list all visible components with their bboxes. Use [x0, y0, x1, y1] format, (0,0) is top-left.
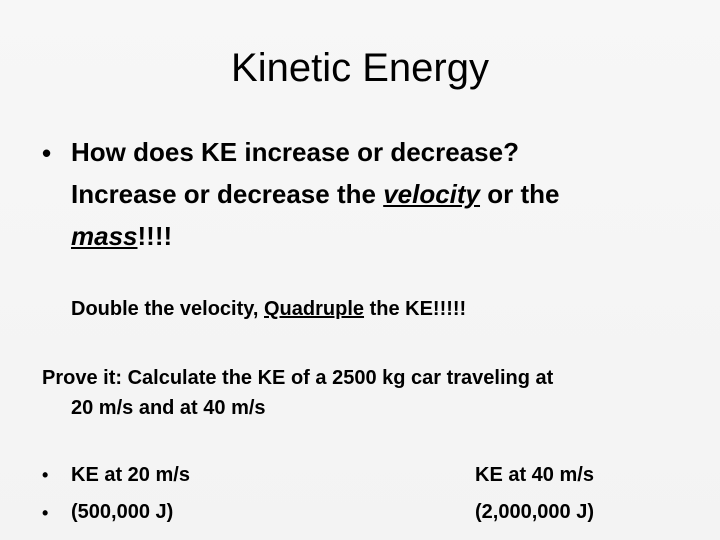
slide-title: Kinetic Energy	[231, 46, 489, 90]
quadruple-emphasis: Quadruple	[264, 298, 365, 320]
ke-20-label: KE at 20 m/s	[71, 464, 190, 486]
ke-20-value: (500,000 J)	[71, 501, 174, 523]
double-suffix: the KE!!!!!	[364, 298, 467, 320]
ke-40-value: (2,000,000 J)	[475, 501, 594, 523]
prove-it-block	[42, 363, 712, 423]
question-line-1: How does KE increase or decrease?	[71, 137, 519, 167]
prove-line-2: 20 m/s and at 40 m/s	[71, 397, 266, 419]
double-velocity-line	[71, 294, 711, 324]
question-line-2-suffix: or the	[480, 179, 560, 209]
prove-line-1: Prove it: Calculate the KE of a 2500 kg car traveling at	[42, 367, 554, 389]
question-block	[71, 131, 711, 257]
question-line-3-suffix: !!!!	[137, 221, 173, 251]
velocity-emphasis: velocity	[383, 179, 481, 209]
ke-40-label: KE at 40 m/s	[475, 464, 594, 486]
mass-emphasis: mass	[71, 221, 138, 251]
double-prefix: Double the velocity,	[71, 298, 264, 320]
question-line-2-prefix: Increase or decrease the	[71, 179, 384, 209]
result-bullet-1: •	[42, 465, 49, 485]
question-line-2	[71, 173, 711, 215]
bullet-marker: •	[42, 138, 52, 168]
result-bullet-2: •	[42, 503, 49, 523]
question-line-3	[71, 215, 711, 257]
